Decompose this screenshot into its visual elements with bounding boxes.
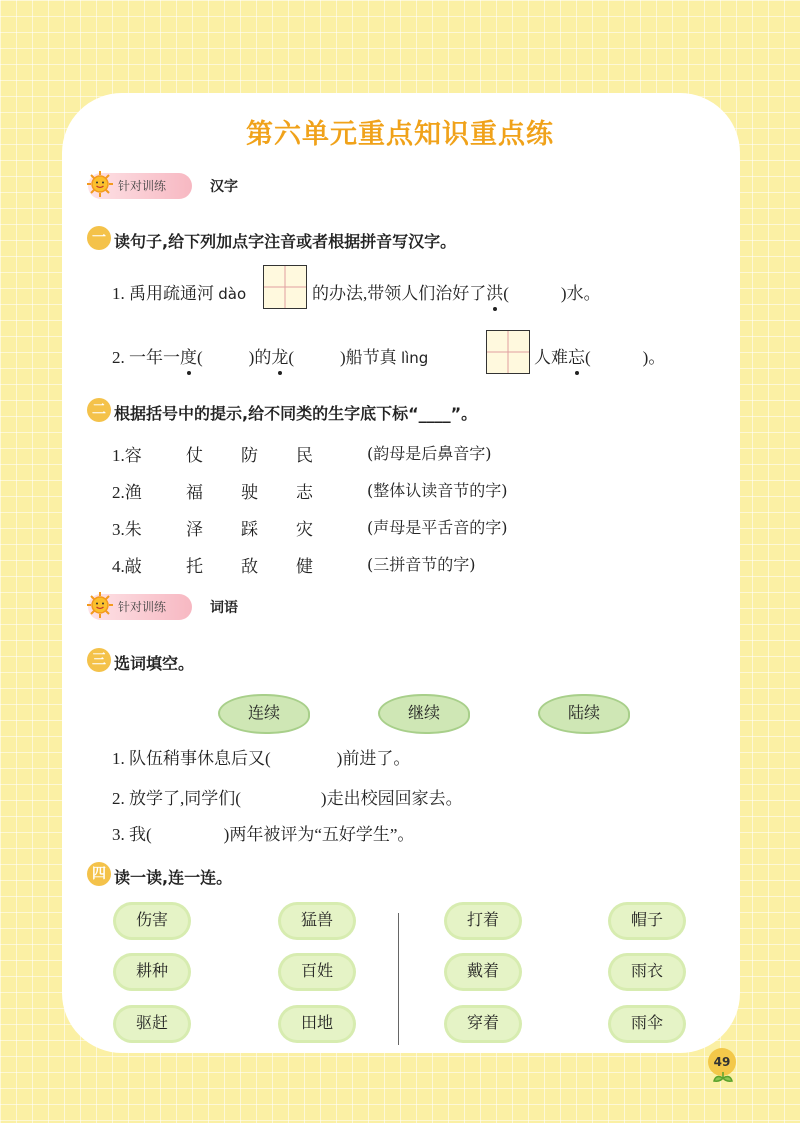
- q1-line2-text-c: )的: [248, 348, 272, 367]
- row-index: 3.: [112, 520, 125, 539]
- dotted-char-long: 龙: [271, 343, 288, 368]
- match-word[interactable]: 穿着: [447, 1008, 519, 1040]
- match-word[interactable]: 帽子: [611, 905, 683, 937]
- q2-row-4: [112, 552, 142, 577]
- badge-label: 针对训练: [118, 179, 167, 193]
- open-paren: (: [288, 348, 295, 367]
- word-option-luxu: 陆续: [538, 694, 630, 734]
- row-index: 1.: [112, 446, 125, 465]
- char-option[interactable]: 朱: [124, 520, 142, 539]
- leaf-icon: [712, 1072, 734, 1084]
- q2-row-3: [112, 515, 142, 540]
- match-word[interactable]: 驱赶: [116, 1008, 188, 1040]
- sun-icon: [86, 591, 114, 619]
- question-number-2: 二: [87, 398, 111, 422]
- word-option-lianxu: 连续: [218, 694, 310, 734]
- match-word[interactable]: 戴着: [447, 956, 519, 988]
- char-option[interactable]: 敌: [241, 557, 258, 576]
- badge-label: 针对训练: [118, 600, 167, 614]
- page-title: 第六单元重点知识重点练: [246, 119, 554, 150]
- match-word[interactable]: 耕种: [116, 956, 188, 988]
- match-word[interactable]: 伤害: [116, 905, 188, 937]
- q1-line2-text-h: )。: [642, 348, 666, 367]
- char-option[interactable]: 驶: [241, 483, 258, 502]
- q1-line-1: [112, 279, 246, 304]
- match-word[interactable]: 雨衣: [611, 956, 683, 988]
- dotted-char-hong: 洪: [486, 279, 503, 304]
- char-option[interactable]: 灾: [296, 520, 313, 539]
- q3-line-2: [112, 784, 463, 809]
- dotted-char-wang: 忘: [568, 343, 585, 368]
- section-topic-ciyu: 词语: [210, 600, 238, 616]
- char-option[interactable]: 志: [296, 483, 313, 502]
- open-paren: (: [197, 348, 203, 367]
- sentence-text: 3. 我(: [112, 825, 152, 844]
- q1-line-2: [112, 343, 428, 368]
- sun-icon: [86, 170, 114, 198]
- tianzige-box-2[interactable]: [486, 330, 530, 374]
- q1-line-2-rest: [534, 343, 665, 368]
- page-number: 49: [708, 1048, 736, 1076]
- q3-line-1: [112, 744, 410, 769]
- question-3-text: 选词填空。: [114, 654, 195, 673]
- sentence-text: )两年被评为“五好学生”。: [223, 825, 415, 844]
- column-divider: [398, 913, 399, 1045]
- hint-text: (三拼音节的字): [367, 555, 476, 574]
- match-word[interactable]: 雨伞: [611, 1008, 683, 1040]
- question-number-4: 四: [87, 862, 111, 886]
- q1-line1-text-b: 的办法,带领人们治好了: [312, 284, 487, 303]
- open-paren: (: [503, 284, 509, 303]
- char-option[interactable]: 托: [186, 557, 203, 576]
- q2-row-1: [112, 441, 142, 466]
- match-word[interactable]: 百姓: [281, 956, 353, 988]
- row-index: 4.: [112, 557, 125, 576]
- hint-text: (声母是平舌音的字): [367, 518, 508, 537]
- tianzige-box-1[interactable]: [263, 265, 307, 309]
- hint-text: (整体认读音节的字): [367, 481, 508, 500]
- q1-line-1-rest: [312, 279, 601, 304]
- row-index: 2.: [112, 483, 125, 502]
- section-topic-hanzi: 汉字: [210, 179, 238, 195]
- dotted-char-du: 度: [180, 343, 197, 368]
- question-2-text: 根据括号中的提示,给不同类的生字底下标“____”。: [114, 404, 478, 423]
- sentence-text: )前进了。: [336, 749, 411, 768]
- sentence-text: 1. 队伍稍事休息后又(: [112, 749, 271, 768]
- char-option[interactable]: 敲: [124, 557, 142, 576]
- hint-text: (韵母是后鼻音字): [367, 444, 492, 463]
- pinyin-ling: lìng: [400, 349, 429, 367]
- sentence-text: )走出校园回家去。: [320, 789, 463, 808]
- char-option[interactable]: 泽: [186, 520, 203, 539]
- question-number-1: 一: [87, 226, 111, 250]
- sentence-text: 2. 放学了,同学们(: [112, 789, 241, 808]
- char-option[interactable]: 仗: [186, 446, 203, 465]
- char-option[interactable]: 民: [296, 446, 313, 465]
- char-option[interactable]: 防: [241, 446, 258, 465]
- char-option[interactable]: 渔: [124, 483, 142, 502]
- char-option[interactable]: 健: [296, 557, 313, 576]
- question-1-text: 读句子,给下列加点字注音或者根据拼音写汉字。: [114, 232, 457, 251]
- q1-line2-text-a: 2. 一年一: [112, 348, 180, 367]
- match-word[interactable]: 打着: [447, 905, 519, 937]
- question-4-text: 读一读,连一连。: [114, 868, 233, 887]
- open-paren: (: [585, 348, 591, 367]
- q1-line1-text-a: 1. 禹用疏通河: [112, 284, 219, 303]
- match-word[interactable]: 猛兽: [281, 905, 353, 937]
- match-word[interactable]: 田地: [281, 1008, 353, 1040]
- char-option[interactable]: 踩: [241, 520, 258, 539]
- char-option[interactable]: 福: [186, 483, 203, 502]
- word-option-jixu: 继续: [378, 694, 470, 734]
- question-number-3: 三: [87, 648, 111, 672]
- char-option[interactable]: 容: [124, 446, 142, 465]
- q1-line2-text-f: 人难: [534, 348, 568, 367]
- q1-line1-text-d: )水。: [560, 284, 601, 303]
- q3-line-3: [112, 820, 414, 845]
- pinyin-dao: dào: [218, 285, 247, 303]
- q1-line2-text-e: )船节真: [340, 348, 401, 367]
- q2-row-2: [112, 478, 142, 503]
